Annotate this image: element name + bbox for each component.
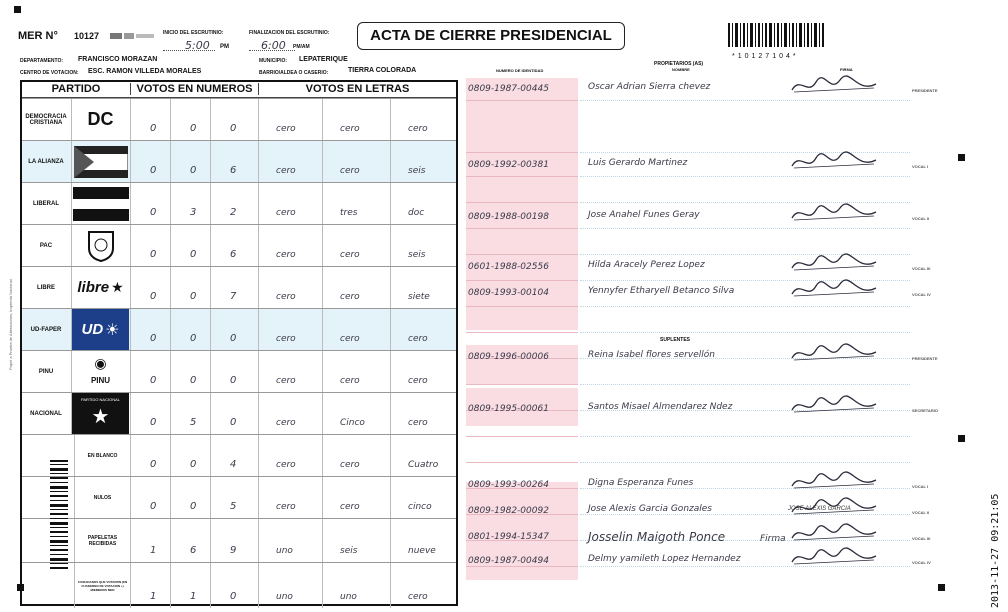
member-role: VOCAL III [912, 266, 931, 271]
vote-digit: 5 [190, 417, 197, 428]
vote-word: Cinco [340, 418, 365, 428]
member-signature [790, 470, 880, 499]
member-name: Yennyfer Etharyell Betanco Silva [588, 286, 735, 296]
id-line [466, 384, 578, 385]
vote-digit: 6 [190, 545, 197, 556]
barrio-value: TIERRA COLORADA [348, 67, 417, 74]
vote-word: uno [276, 546, 293, 556]
pinu-emblem-icon: ◉ [94, 355, 107, 371]
member-role: VOCAL II [912, 216, 930, 221]
vote-digit: 0 [150, 333, 157, 344]
member-signature [790, 150, 880, 179]
member-role: SECRETARIO [912, 408, 938, 413]
document-title: ACTA DE CIERRE PRESIDENCIAL [357, 22, 625, 50]
member-id: 0809-1987-00445 [468, 84, 549, 94]
column-divider [130, 99, 131, 140]
party-name: UD-FAPER [30, 326, 62, 333]
member-id: 0809-1995-00061 [468, 404, 549, 414]
vote-digit: 7 [230, 291, 237, 302]
vote-digit: 0 [230, 591, 237, 602]
signature-line [580, 436, 910, 437]
member-signature [790, 74, 880, 103]
vote-word: seis [408, 250, 426, 260]
column-divider [390, 183, 391, 224]
vote-digit: 0 [190, 501, 197, 512]
column-divider [170, 225, 171, 266]
column-divider [210, 563, 211, 608]
party-logo [71, 183, 129, 224]
column-divider [130, 183, 131, 224]
party-logo-text: PARTIDO NACIONAL [81, 397, 120, 402]
member-signature [790, 546, 880, 575]
column-divider [130, 519, 131, 562]
firma-header: FIRMA [840, 67, 853, 72]
summary-label: CIUDADANOS QUE VOTARON (EN CUADERNO DE VOTACION +) MIEMBROS MER [74, 563, 130, 608]
member-signature [790, 394, 880, 423]
column-divider [258, 563, 259, 608]
vote-digit: 1 [150, 545, 157, 556]
col-letras-header: VOTOS EN LETRAS [258, 83, 456, 95]
vote-digit: 6 [230, 249, 237, 260]
member-role: PRESIDENTE [912, 88, 938, 93]
column-divider [130, 225, 131, 266]
column-divider [322, 267, 323, 308]
column-divider [170, 267, 171, 308]
registration-mark-right-2 [958, 435, 965, 442]
side-security-text: Papel a Prueba de Alteraciones, Imprenta Nacional [8, 279, 13, 370]
column-divider [322, 519, 323, 562]
member-id: 0809-1982-00092 [468, 506, 549, 516]
vote-word: cero [276, 124, 296, 134]
sun-icon: ☀ [105, 321, 120, 339]
member-id: 0809-1993-00264 [468, 480, 549, 490]
id-line [466, 176, 578, 177]
column-divider [390, 351, 391, 392]
registration-mark-top-left [14, 6, 21, 13]
column-divider [170, 183, 171, 224]
pac-shield-icon [87, 230, 115, 262]
column-divider [210, 183, 211, 224]
party-logo [71, 309, 129, 350]
member-id: 0809-1987-00494 [468, 556, 549, 566]
column-divider [170, 477, 171, 518]
mer-label: MER N° [18, 30, 58, 42]
registration-mark-right-1 [958, 154, 965, 161]
column-divider [322, 563, 323, 608]
registration-mark-bottom-right [938, 584, 945, 591]
party-logo-text: PINU [90, 376, 111, 385]
signature-line [580, 462, 910, 463]
id-header: NUMERO DE IDENTIDAD [496, 68, 544, 73]
col-partido-header: PARTIDO [51, 83, 101, 95]
column-divider [130, 267, 131, 308]
vote-digit: 2 [230, 207, 237, 218]
scan-timestamp [990, 492, 1004, 608]
column-divider [130, 351, 131, 392]
id-line [466, 462, 578, 463]
id-line [466, 566, 578, 567]
id-line [466, 306, 578, 307]
column-divider [258, 183, 259, 224]
departamento-value: FRANCISCO MORAZAN [78, 56, 158, 63]
member-name: Delmy yamileth Lopez Hernandez [588, 554, 741, 564]
vote-digit: 0 [150, 123, 157, 134]
barcode-top-text: *10127104* [732, 53, 799, 60]
party-logo [71, 351, 129, 392]
barcode-top [728, 23, 826, 53]
party-logo [71, 99, 129, 140]
vote-digit: 1 [150, 591, 157, 602]
column-divider [322, 435, 323, 476]
vote-word: cero [340, 166, 360, 176]
member-signature [790, 278, 880, 307]
party-name: LIBRE [37, 284, 55, 291]
col-numeros-header: VOTOS EN NUMEROS [130, 83, 258, 95]
member-role: VOCAL IV [912, 292, 931, 297]
party-logo [71, 267, 129, 308]
member-name: Santos Misael Almendarez Ndez [588, 402, 733, 412]
member-name: Luis Gerardo Martinez [588, 158, 688, 168]
centro-label: CENTRO DE VOTACION: [20, 70, 79, 76]
member-id: 0809-1988-00198 [468, 212, 549, 222]
member-role: VOCAL I [912, 484, 929, 489]
vote-row [22, 98, 456, 140]
vote-digit: 0 [150, 417, 157, 428]
column-divider [258, 393, 259, 434]
column-divider [390, 519, 391, 562]
vote-row [22, 266, 456, 308]
party-name: PINU [38, 368, 54, 375]
column-divider [390, 393, 391, 434]
column-divider [130, 477, 131, 518]
id-line [466, 254, 578, 255]
vote-digit: 0 [150, 249, 157, 260]
member-id: 0809-1993-00104 [468, 288, 549, 298]
vote-digit: 0 [150, 375, 157, 386]
member-name: Digna Esperanza Funes [588, 478, 694, 488]
vote-word: uno [340, 592, 357, 602]
tse-logo [110, 31, 156, 41]
vote-word: cinco [408, 502, 432, 512]
vote-word: cero [340, 502, 360, 512]
alianza-flag-icon [74, 146, 128, 178]
vote-word: seis [340, 546, 358, 556]
member-name: Jose Alexis Garcia Gonzales [588, 504, 712, 514]
column-divider [322, 225, 323, 266]
inicio-suffix: PM [220, 44, 229, 50]
party-name: LA ALIANZA [28, 158, 64, 165]
nacional-star-icon: ★ [91, 406, 110, 428]
column-divider [390, 141, 391, 182]
party-name: NACIONAL [30, 410, 62, 417]
vote-digit: 0 [230, 417, 237, 428]
column-divider [390, 99, 391, 140]
column-divider [322, 141, 323, 182]
vote-digit: 1 [190, 591, 197, 602]
vote-word: siete [408, 292, 430, 302]
member-role: VOCAL II [912, 510, 930, 515]
inicio-time: 5:00 [185, 39, 210, 52]
column-divider [130, 563, 131, 608]
vote-row [22, 392, 456, 434]
vote-word: cero [340, 376, 360, 386]
signature-line [580, 384, 910, 385]
vote-word: cero [276, 208, 296, 218]
column-divider [322, 393, 323, 434]
vote-row [22, 476, 456, 518]
vote-digit: 0 [190, 333, 197, 344]
member-id: 0601-1988-02556 [468, 262, 549, 272]
member-role: VOCAL I [912, 164, 929, 169]
vote-word: tres [340, 208, 358, 218]
barrio-label: BARRIO/ALDEA O CASERIO: [259, 70, 329, 76]
nombre-header: NOMBRE [672, 67, 690, 72]
final-underline [249, 50, 295, 51]
vote-row [22, 224, 456, 266]
column-divider [170, 351, 171, 392]
column-divider [258, 519, 259, 562]
vote-word: cero [408, 418, 428, 428]
vote-digit: 9 [230, 545, 237, 556]
vote-digit: 0 [230, 375, 237, 386]
vote-row [22, 434, 456, 476]
column-divider [210, 477, 211, 518]
vote-digit: 0 [150, 291, 157, 302]
vote-digit: 0 [190, 459, 197, 470]
column-divider [170, 393, 171, 434]
id-line [466, 152, 578, 153]
vote-word: cero [340, 334, 360, 344]
column-divider [130, 435, 131, 476]
id-line [466, 280, 578, 281]
vote-word: cero [276, 250, 296, 260]
id-line [466, 202, 578, 203]
vote-word: cero [276, 502, 296, 512]
column-divider [210, 519, 211, 562]
vote-row [22, 350, 456, 392]
column-divider [170, 309, 171, 350]
column-divider [170, 563, 171, 608]
vote-digit: 0 [150, 459, 157, 470]
vote-word: cero [276, 460, 296, 470]
column-divider [210, 435, 211, 476]
column-divider [210, 225, 211, 266]
party-logo-text: UD [81, 321, 104, 338]
vote-word: cero [276, 334, 296, 344]
member-role: VOCAL III [912, 536, 931, 541]
member-role: PRESIDENTE [912, 356, 938, 361]
vote-row [22, 562, 456, 608]
departamento-label: DEPARTAMENTO: [20, 58, 64, 64]
column-divider [170, 435, 171, 476]
column-divider [170, 99, 171, 140]
vote-word: Cuatro [408, 460, 439, 470]
vote-digit: 3 [190, 207, 197, 218]
column-divider [130, 309, 131, 350]
votes-table [20, 80, 458, 606]
vote-word: cero [276, 376, 296, 386]
vote-word: cero [340, 292, 360, 302]
vote-row [22, 140, 456, 182]
liberal-flag-icon [73, 187, 129, 221]
vote-word: doc [408, 208, 425, 218]
vote-word: cero [276, 418, 296, 428]
column-divider [210, 351, 211, 392]
vote-digit: 0 [190, 123, 197, 134]
vote-word: cero [276, 292, 296, 302]
party-name: LIBERAL [33, 200, 59, 207]
vote-digit: 0 [230, 123, 237, 134]
summary-label: NULOS [74, 477, 130, 518]
final-suffix: PM/AM [293, 44, 310, 50]
final-label: FINALIZACION DEL ESCRUTINIO: [249, 30, 330, 36]
column-divider [210, 267, 211, 308]
vote-digit: 4 [230, 459, 237, 470]
centro-value: ESC. RAMON VILLEDA MORALES [88, 68, 202, 75]
owners-header: PROPIETARIOS (AS) [654, 61, 704, 67]
vote-digit: 0 [190, 165, 197, 176]
column-divider [258, 351, 259, 392]
vote-word: cero [276, 166, 296, 176]
id-line [466, 100, 578, 101]
column-divider [322, 183, 323, 224]
party-name: DEMOCRACIA CRISTIANA [25, 113, 67, 126]
column-divider [210, 393, 211, 434]
party-name: PAC [39, 242, 53, 249]
vote-word: cero [408, 592, 428, 602]
star-icon: ★ [111, 279, 124, 295]
member-role: VOCAL IV [912, 560, 931, 565]
summary-label: PAPELETAS RECIBIDAS [74, 519, 130, 562]
inicio-underline [163, 50, 215, 51]
column-divider [258, 99, 259, 140]
id-column-shade [466, 345, 578, 385]
vote-digit: 5 [230, 501, 237, 512]
member-name: Jose Anahel Funes Geray [588, 210, 700, 220]
summary-label: EN BLANCO [74, 435, 130, 476]
final-time: 6:00 [261, 39, 286, 52]
vote-word: cero [340, 124, 360, 134]
member-name: Josselin Maigoth Ponce [588, 530, 726, 544]
member-id: 0809-1996-00006 [468, 352, 549, 362]
vote-row [22, 182, 456, 224]
barcode-left [30, 460, 70, 572]
column-divider [322, 351, 323, 392]
vote-digit: 0 [150, 207, 157, 218]
column-divider [322, 99, 323, 140]
id-line [466, 332, 578, 333]
id-line [466, 436, 578, 437]
party-logo [71, 393, 129, 434]
suplentes-header: SUPLENTES [660, 337, 691, 343]
mer-number: 10127 [74, 31, 100, 41]
vote-word: seis [408, 166, 426, 176]
scan-timestamp-text: 2013-11-27 09:21:05 [990, 493, 1001, 608]
member-signature [790, 342, 880, 371]
vote-word: uno [276, 592, 293, 602]
municipio-label: MUNICIPIO: [259, 58, 288, 64]
vote-word: cero [408, 334, 428, 344]
column-divider [130, 141, 131, 182]
id-line [466, 228, 578, 229]
vote-word: nueve [408, 546, 436, 556]
column-divider [258, 309, 259, 350]
vote-digit: 0 [150, 501, 157, 512]
member-id: 0809-1992-00381 [468, 160, 549, 170]
municipio-value: LEPATERIQUE [299, 56, 348, 63]
member-name: Reina Isabel flores servellón [588, 350, 715, 360]
vote-digit: 0 [190, 291, 197, 302]
column-divider [322, 477, 323, 518]
inicio-label: INICIO DEL ESCRUTINIO: [163, 30, 224, 36]
member-signature [790, 252, 880, 281]
column-divider [390, 267, 391, 308]
signature-firma-text: Firma [760, 534, 786, 544]
vote-word: cero [408, 376, 428, 386]
signature-text: JOSE ALEXIS GARCIA [788, 506, 851, 512]
vote-digit: 0 [190, 249, 197, 260]
column-divider [390, 225, 391, 266]
column-divider [258, 141, 259, 182]
column-divider [258, 435, 259, 476]
vote-word: cero [408, 124, 428, 134]
vote-digit: 0 [230, 333, 237, 344]
member-name: Oscar Adrian Sierra chevez [588, 82, 711, 92]
column-divider [170, 519, 171, 562]
vote-row [22, 518, 456, 562]
column-divider [258, 477, 259, 518]
vote-digit: 6 [230, 165, 237, 176]
member-id: 0801-1994-15347 [468, 532, 549, 542]
column-divider [130, 393, 131, 434]
party-logo [71, 225, 129, 266]
column-divider [258, 267, 259, 308]
vote-word: cero [340, 250, 360, 260]
column-divider [322, 309, 323, 350]
column-divider [210, 99, 211, 140]
vote-digit: 0 [190, 375, 197, 386]
signature-line [580, 332, 910, 333]
column-divider [210, 141, 211, 182]
vote-digit: 0 [150, 165, 157, 176]
column-divider [390, 477, 391, 518]
column-divider [390, 563, 391, 608]
id-column-shade [466, 310, 578, 330]
vote-word: cero [340, 460, 360, 470]
vote-row [22, 308, 456, 350]
column-divider [170, 141, 171, 182]
member-name: Hilda Aracely Perez Lopez [588, 260, 705, 270]
party-logo-text: DC [87, 109, 114, 129]
column-divider [390, 435, 391, 476]
party-logo [71, 141, 129, 182]
member-signature [790, 202, 880, 231]
party-logo-text: libre [77, 279, 110, 296]
column-divider [390, 309, 391, 350]
column-divider [210, 309, 211, 350]
column-divider [258, 225, 259, 266]
